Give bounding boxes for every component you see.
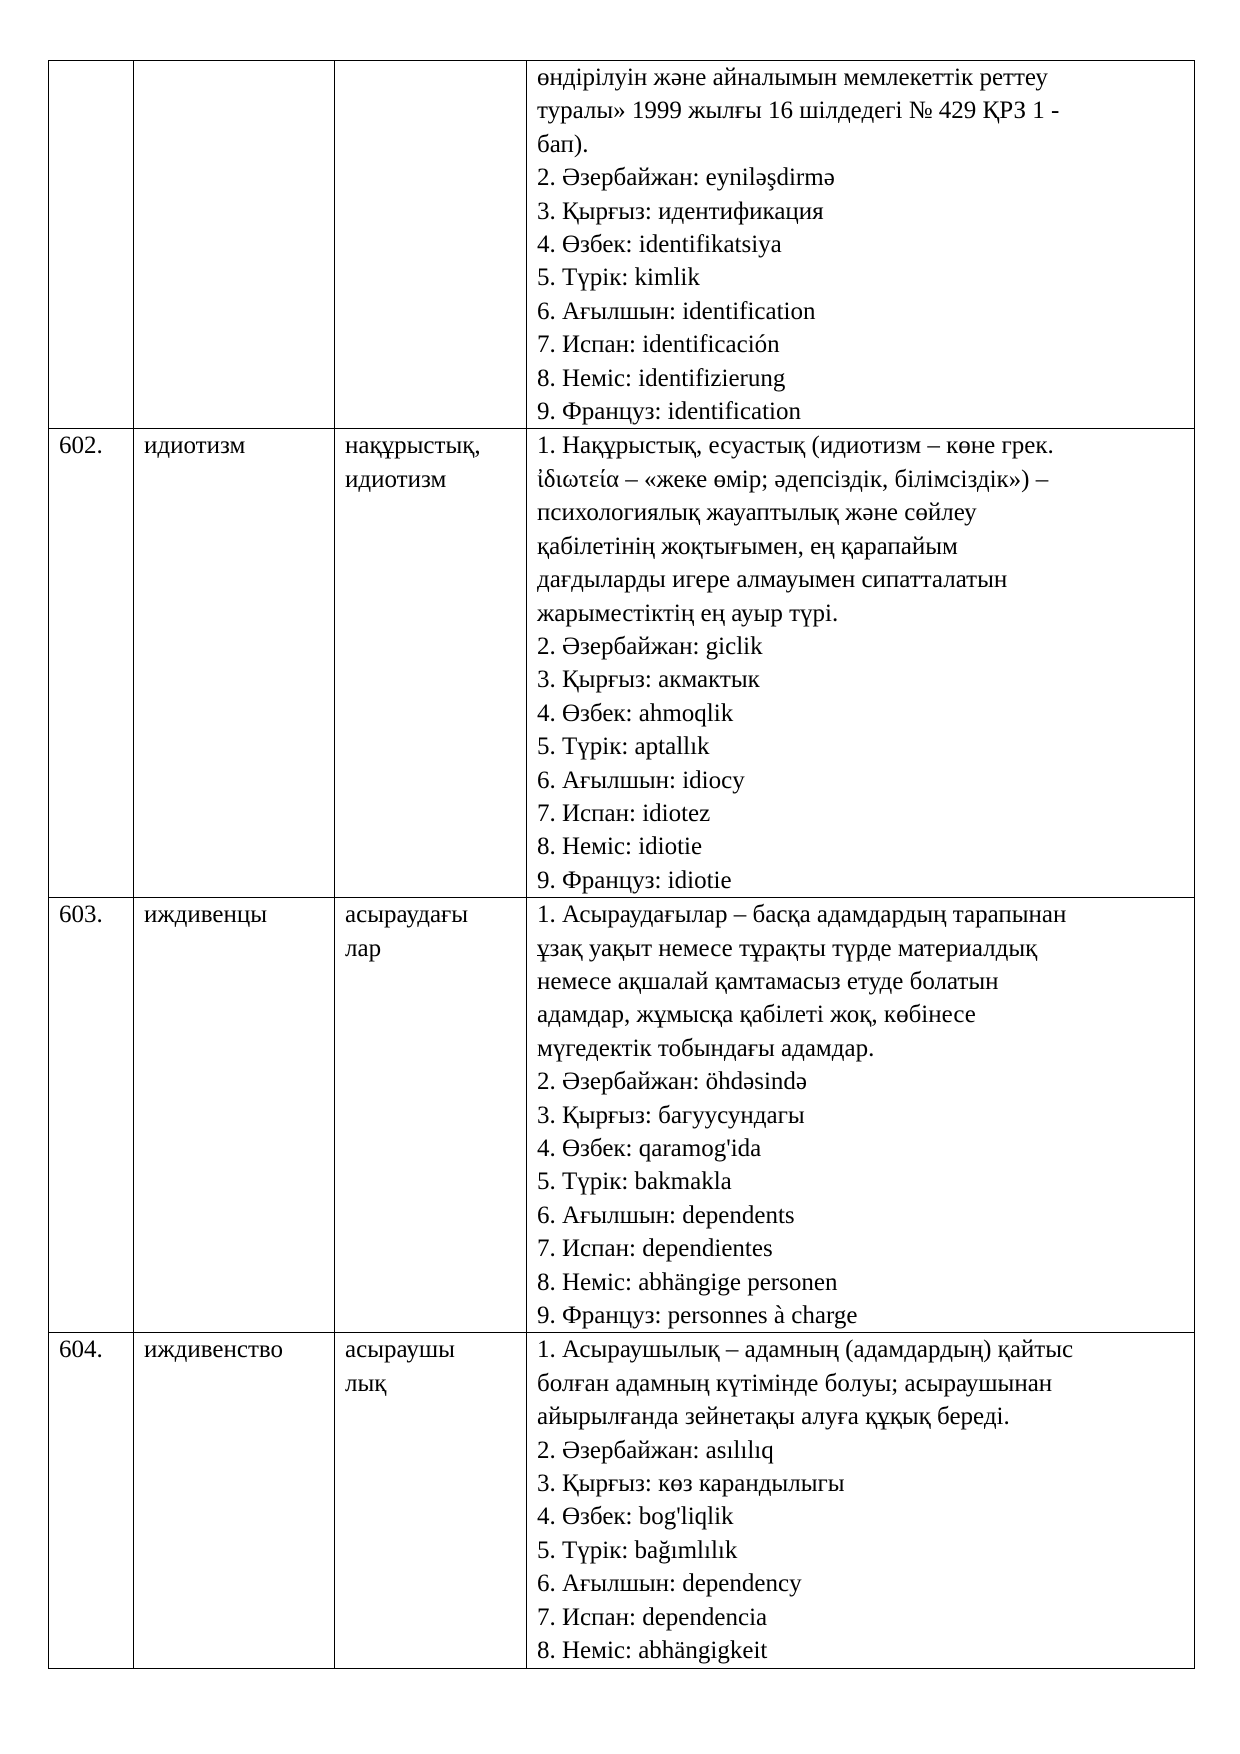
definition-line: 5. Түрік: bakmakla	[537, 1168, 732, 1196]
kazakh-term-cell	[335, 61, 527, 429]
definition-line: 9. Француз: personnes à charge	[537, 1302, 858, 1330]
definition-cell	[527, 1333, 1195, 1668]
kazakh-term: нақұрыстық,	[345, 432, 481, 460]
definition-line: 5. Түрік: aptallık	[537, 733, 710, 761]
definition-line: 9. Француз: idiotie	[537, 866, 732, 894]
definition-line: психологиялық жауаптылық және сөйлеу	[537, 499, 977, 527]
definition-line: дағдыларды игере алмауымен сипатталатын	[537, 566, 1008, 594]
definition-cell	[527, 61, 1195, 429]
definition-line: ἰδιωτεία – «жеке өмір; әдепсіздік, білімсіздік») –	[537, 465, 1049, 493]
definition-line: 8. Неміс: identifizierung	[537, 364, 786, 392]
definition-line: 1. Асыраудағылар – басқа адамдардың тарапынан	[537, 901, 1067, 929]
entry-number-cell	[49, 61, 134, 429]
kazakh-term-cell	[335, 898, 527, 1333]
entry-number-cell	[49, 429, 134, 898]
definition-line: 6. Ағылшын: idiocy	[537, 766, 745, 794]
russian-term: идиотизм	[144, 432, 246, 460]
kazakh-term: асыраушы	[345, 1336, 455, 1364]
definition-line: 3. Қырғыз: багуусундагы	[537, 1101, 805, 1129]
definition-line: 7. Испан: dependencia	[537, 1603, 768, 1631]
definition-line: 6. Ағылшын: identification	[537, 297, 816, 325]
kazakh-term-cell	[335, 1333, 527, 1668]
definition-line: 1. Нақұрыстық, есуастық (идиотизм – көне грек.	[537, 432, 1054, 460]
entry-number-cell	[49, 1333, 134, 1668]
definition-line: 7. Испан: identificación	[537, 331, 780, 359]
definition-line: 4. Өзбек: bog'liqlik	[537, 1503, 734, 1531]
definition-line: өндірілуін және айналымын мемлекеттік реттеу	[537, 64, 1048, 91]
definition-cell	[527, 898, 1195, 1333]
table-row	[49, 61, 1195, 429]
table-row	[49, 898, 1195, 1333]
definition-line: 7. Испан: idiotez	[537, 799, 711, 827]
entry-number: 602.	[59, 432, 103, 460]
glossary-table-body	[49, 61, 1195, 1669]
definition-line: 1. Асыраушылық – адамның (адамдардың) қайтыс	[537, 1336, 1074, 1364]
table-row	[49, 1333, 1195, 1668]
definition-line: жарыместіктің ең ауыр түрі.	[537, 599, 839, 627]
definition-line: 4. Өзбек: qaramog'ida	[537, 1135, 762, 1162]
definition-line: 3. Қырғыз: акмактык	[537, 666, 760, 694]
definition-line: ұзақ уақыт немесе тұрақты түрде материалдық	[537, 934, 1038, 962]
kazakh-term: асыраудағы	[345, 901, 469, 929]
entry-number: 603.	[59, 901, 103, 929]
definition-line: 8. Неміс: idiotie	[537, 833, 703, 861]
definition-line: 9. Француз: identification	[537, 398, 801, 426]
kazakh-term-cell	[335, 429, 527, 898]
kazakh-term: лық	[345, 1369, 387, 1397]
table-row	[49, 429, 1195, 898]
definition-line: 2. Әзербайжан: asılılıq	[537, 1436, 774, 1464]
russian-term: иждивенцы	[144, 901, 268, 929]
definition-line: 3. Қырғыз: көз карандылыгы	[537, 1470, 845, 1498]
definition-cell	[527, 429, 1195, 898]
kazakh-term: идиотизм	[345, 465, 447, 493]
definition-line: 2. Әзербайжан: öhdəsində	[537, 1068, 808, 1096]
definition-line: 4. Өзбек: identifikatsiya	[537, 231, 782, 259]
definition-line: мүгедектік тобындағы адамдар.	[537, 1034, 875, 1062]
definition-line: немесе ақшалай қамтамасыз етуде болатын	[537, 967, 999, 995]
entry-number-cell	[49, 898, 134, 1333]
definition-line: 2. Әзербайжан: eyniləşdirmə	[537, 164, 835, 192]
definition-line: 6. Ағылшын: dependents	[537, 1201, 795, 1229]
definition-line: 3. Қырғыз: идентификация	[537, 197, 824, 225]
definition-line: 2. Әзербайжан: giclik	[537, 632, 763, 660]
definition-line: 8. Неміс: abhängigkeit	[537, 1637, 768, 1665]
definition-line: 5. Түрік: kimlik	[537, 264, 700, 292]
definition-line: 7. Испан: dependientes	[537, 1235, 773, 1263]
definition-line: туралы» 1999 жылғы 16 шілдедегі № 429 ҚРЗ 1 -	[537, 97, 1060, 125]
russian-term-cell	[134, 429, 335, 898]
definition-line: қабілетінің жоқтығымен, ең қарапайым	[537, 532, 958, 560]
definition-line: болған адамның күтімінде болуы; асыраушынан	[537, 1369, 1053, 1397]
definition-line: 6. Ағылшын: dependency	[537, 1570, 802, 1598]
russian-term-cell	[134, 898, 335, 1333]
glossary-table	[48, 60, 1195, 1669]
russian-term-cell	[134, 61, 335, 429]
definition-line: 5. Түрік: bağımlılık	[537, 1536, 738, 1564]
definition-line: адамдар, жұмысқа қабілеті жоқ, көбінесе	[537, 1001, 976, 1029]
definition-line: 4. Өзбек: ahmoqlik	[537, 699, 734, 727]
entry-number: 604.	[59, 1336, 103, 1364]
russian-term: иждивенство	[144, 1336, 284, 1364]
russian-term-cell	[134, 1333, 335, 1668]
kazakh-term: лар	[345, 934, 382, 962]
definition-line: 8. Неміс: abhängige personen	[537, 1268, 838, 1296]
definition-line: айырылғанда зейнетақы алуға құқық береді.	[537, 1403, 1010, 1431]
definition-line: бап).	[537, 130, 589, 158]
